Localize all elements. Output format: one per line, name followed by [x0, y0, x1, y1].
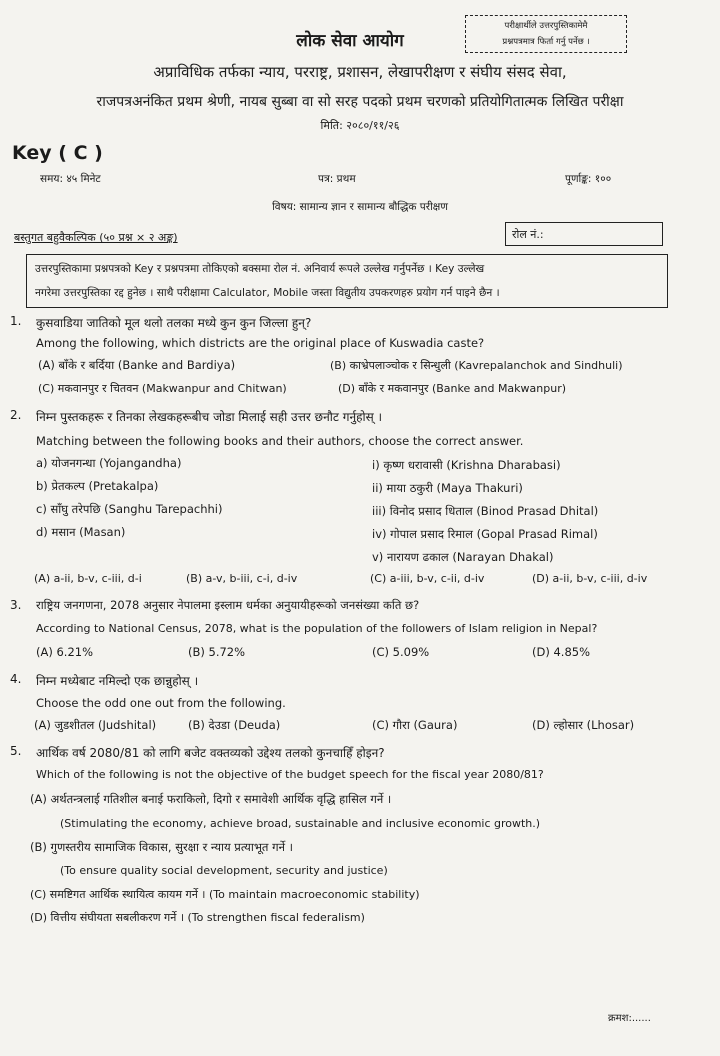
- q1-option-c: (C) मकवानपुर र चितवन (Makwanpur and Chitwan): [38, 382, 287, 395]
- q2-book: a) योजनगन्धा (Yojangandha): [36, 456, 182, 470]
- notice-line-1: परीक्षार्थीले उत्तरपुस्तिकामेमै: [504, 21, 588, 31]
- q2-book: b) प्रेतकल्प (Pretakalpa): [36, 479, 159, 493]
- q2-option-d: (D) a-ii, b-v, c-iii, d-iv: [532, 572, 648, 585]
- q3-option-d: (D) 4.85%: [532, 645, 591, 659]
- q3-number: 3.: [10, 598, 22, 612]
- q5-option-c: (C) समष्टिगत आर्थिक स्थायित्व कायम गर्ने । (To maintain macroeconomic stability): [30, 888, 420, 901]
- roll-number-box[interactable]: [505, 222, 663, 246]
- notice-line-2: प्रश्नपत्रमात्र फिर्ता गर्नु पर्नेछ ।: [502, 37, 590, 47]
- q2-author: i) कृष्ण धरावासी (Krishna Dharabasi): [372, 458, 561, 472]
- q5-text-en: Which of the following is not the objective of the budget speech for the fiscal year 2080/81?: [36, 768, 544, 781]
- q2-author: iv) गोपाल प्रसाद रिमाल (Gopal Prasad Rimal): [372, 527, 598, 541]
- q2-author: ii) माया ठकुरी (Maya Thakuri): [372, 481, 523, 495]
- roll-number-label: रोल नं.:: [512, 228, 544, 241]
- q5-text-np: आर्थिक वर्ष 2080/81 को लागि बजेट वक्तव्यको उद्देश्य तलको कुनचाहिँ होइन?: [36, 746, 385, 760]
- exam-date: मिति: २०८०/११/२६: [320, 119, 400, 132]
- q2-option-a: (A) a-ii, b-v, c-iii, d-i: [34, 572, 142, 585]
- q1-text-en: Among the following, which districts are the original place of Kuswadia caste?: [36, 336, 485, 350]
- q5-option-d: (D) वित्तीय संघीयता सबलीकरण गर्ने । (To strengthen fiscal federalism): [30, 911, 365, 924]
- exam-time: समय: ४५ मिनेट: [40, 173, 101, 185]
- continued-label: क्रमश:......: [608, 1013, 651, 1024]
- q4-text-en: Choose the odd one out from the following.: [36, 696, 286, 710]
- q4-option-c: (C) गौरा (Gaura): [372, 718, 458, 732]
- q2-option-b: (B) a-v, b-iii, c-i, d-iv: [186, 572, 298, 585]
- q2-author: iii) विनोद प्रसाद धिताल (Binod Prasad Dhital): [372, 504, 599, 518]
- instruction-line-2: नगरेमा उत्तरपुस्तिका रद्द हुनेछ । साथै परीक्षामा Calculator, Mobile जस्ता विद्युतीय उपकरणहरु प्रयोग गर्न पाइने छैन ।: [35, 287, 500, 299]
- instruction-line-1: उत्तरपुस्तिकामा प्रश्नपत्रको Key र प्रश्नपत्रमा तोकिएको बक्समा रोल नं. अनिवार्य रूपले उल्लेख गर्नुपर्नेछ । Key उल्लेख: [35, 263, 485, 275]
- q4-number: 4.: [10, 672, 22, 686]
- q2-text-en: Matching between the following books and their authors, choose the correct answer.: [36, 434, 524, 448]
- exam-subject: विषय: सामान्य ज्ञान र सामान्य बौद्धिक परीक्षण: [272, 201, 448, 213]
- q1-option-a: (A) बाँके र बर्दिया (Banke and Bardiya): [38, 358, 236, 372]
- instructions-box: [26, 254, 668, 308]
- q4-option-d: (D) ल्होसार (Lhosar): [532, 718, 635, 732]
- exam-paper: पत्र: प्रथम: [318, 173, 356, 185]
- q3-option-b: (B) 5.72%: [188, 645, 246, 659]
- q5-number: 5.: [10, 744, 22, 758]
- q3-option-c: (C) 5.09%: [372, 645, 430, 659]
- section-title: बस्तुगत बहुवैकल्पिक (५० प्रश्न × २ अङ्क): [14, 231, 178, 244]
- org-name: लोक सेवा आयोग: [296, 31, 404, 51]
- q2-book: d) मसान (Masan): [36, 525, 126, 539]
- q2-option-c: (C) a-iii, b-v, c-ii, d-iv: [370, 572, 485, 585]
- q1-option-b: (B) काभ्रेपलाञ्चोक र सिन्धुली (Kavrepalanchok and Sindhuli): [330, 359, 623, 372]
- q4-option-a: (A) जुडशीतल (Judshital): [34, 718, 157, 732]
- q2-number: 2.: [10, 408, 22, 422]
- full-marks: पूर्णाङ्क: १००: [565, 173, 612, 185]
- exam-line-1: अप्राविधिक तर्फका न्याय, परराष्ट्र, प्रशासन, लेखापरीक्षण र संघीय संसद सेवा,: [153, 63, 567, 81]
- exam-line-2: राजपत्रअनंकित प्रथम श्रेणी, नायब सुब्बा वा सो सरह पदको प्रथम चरणको प्रतियोगितात्मक लिखित परीक्षा: [96, 94, 624, 110]
- q4-text-np: निम्न मध्येबाट नमिल्दो एक छान्नुहोस् ।: [36, 674, 199, 688]
- q5-option-a-en: (Stimulating the economy, achieve broad, sustainable and inclusive economic growth.): [60, 817, 541, 830]
- q3-option-a: (A) 6.21%: [36, 645, 94, 659]
- q5-option-a: (A) अर्थतन्त्रलाई गतिशील बनाई फराकिलो, दिगो र समावेशी आर्थिक वृद्धि हासिल गर्ने ।: [30, 792, 392, 806]
- q2-author: v) नारायण ढकाल (Narayan Dhakal): [372, 550, 554, 564]
- q2-text-np: निम्न पुस्तकहरू र तिनका लेखकहरूबीच जोडा मिलाई सही उत्तर छनौट गर्नुहोस् ।: [36, 410, 383, 424]
- q1-text-np: कुसवाडिया जातिको मूल थलो तलका मध्ये कुन कुन जिल्ला हुन्?: [36, 316, 312, 330]
- q1-number: 1.: [10, 314, 22, 328]
- q5-option-b: (B) गुणस्तरीय सामाजिक विकास, सुरक्षा र न्याय प्रत्याभूत गर्ने ।: [30, 840, 293, 854]
- q3-text-en: According to National Census, 2078, what is the population of the followers of Islam religion in Nepal?: [36, 622, 598, 635]
- q1-option-d: (D) बाँके र मकवानपुर (Banke and Makwanpur): [338, 382, 567, 395]
- answer-key-label: Key ( C ): [12, 142, 103, 164]
- q4-option-b: (B) देउडा (Deuda): [188, 718, 281, 732]
- q3-text-np: राष्ट्रिय जनगणना, 2078 अनुसार नेपालमा इस्लाम धर्मका अनुयायीहरूको जनसंख्या कति छ?: [36, 598, 420, 612]
- q5-option-b-en: (To ensure quality social development, security and justice): [60, 864, 388, 877]
- q2-book: c) साँघु तरेपछि (Sanghu Tarepachhi): [36, 502, 223, 516]
